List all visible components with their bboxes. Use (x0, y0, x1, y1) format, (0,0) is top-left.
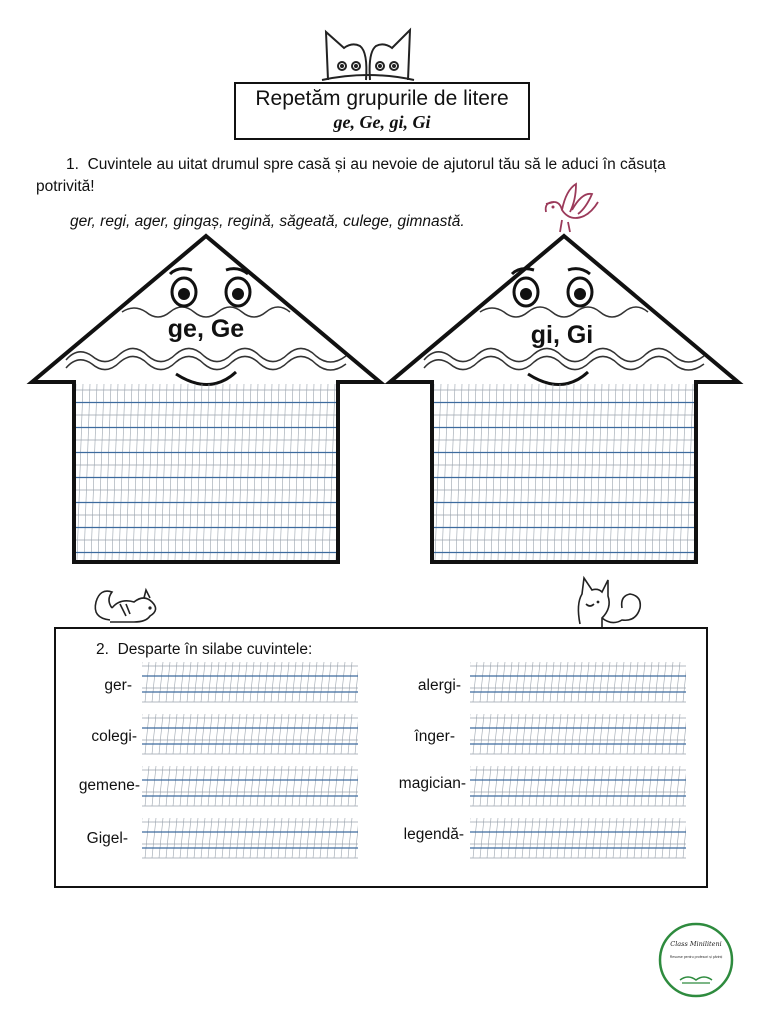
word-right-2: înger- (414, 728, 455, 745)
word-left-4: Gigel- (86, 830, 128, 847)
cat-illustration (318, 22, 418, 82)
squirrel-illustration (90, 580, 164, 628)
bird-illustration (540, 182, 602, 236)
exercise1-number: 1. (66, 156, 79, 173)
exercise1-text: Cuvintele au uitat drumul spre casă și au nevoie de ajutorul tău să le aduci în căsuța potrivită! (36, 156, 666, 195)
word-right-1: alergi- (417, 677, 461, 694)
word-right-4: legendă- (403, 826, 464, 843)
writing-area-gi (434, 384, 694, 560)
exercise1-word-list: ger, regi, ager, gingaș, regină, săgeată, culege, gimnastă. (70, 213, 465, 230)
house-label-gi: gi, Gi (530, 321, 594, 349)
page-subtitle: ge, Ge, gi, Gi (333, 112, 431, 132)
writing-lines-left (142, 662, 358, 872)
exercise2-number: 2. (96, 641, 109, 658)
exercise1-instruction (36, 154, 726, 198)
writing-lines-right (470, 662, 686, 872)
word-left-1: ger- (104, 677, 132, 694)
exercise2-text: Desparte în silabe cuvintele: (117, 641, 313, 658)
house-label-ge: ge, Ge (167, 315, 245, 343)
logo-name: Class Miniliteni (670, 940, 722, 948)
logo-badge (656, 920, 736, 1000)
fox-illustration (572, 574, 644, 630)
writing-area-ge (76, 384, 336, 560)
word-right-3: magician- (398, 775, 466, 792)
logo-tagline: Resurse pentru profesori și părinți (669, 955, 723, 959)
page-title: Repetăm grupurile de litere (255, 87, 509, 110)
word-left-2: colegi- (91, 728, 137, 745)
word-left-3: gemene- (78, 777, 140, 794)
title-box (234, 82, 530, 140)
exercise2-instruction (96, 641, 312, 659)
